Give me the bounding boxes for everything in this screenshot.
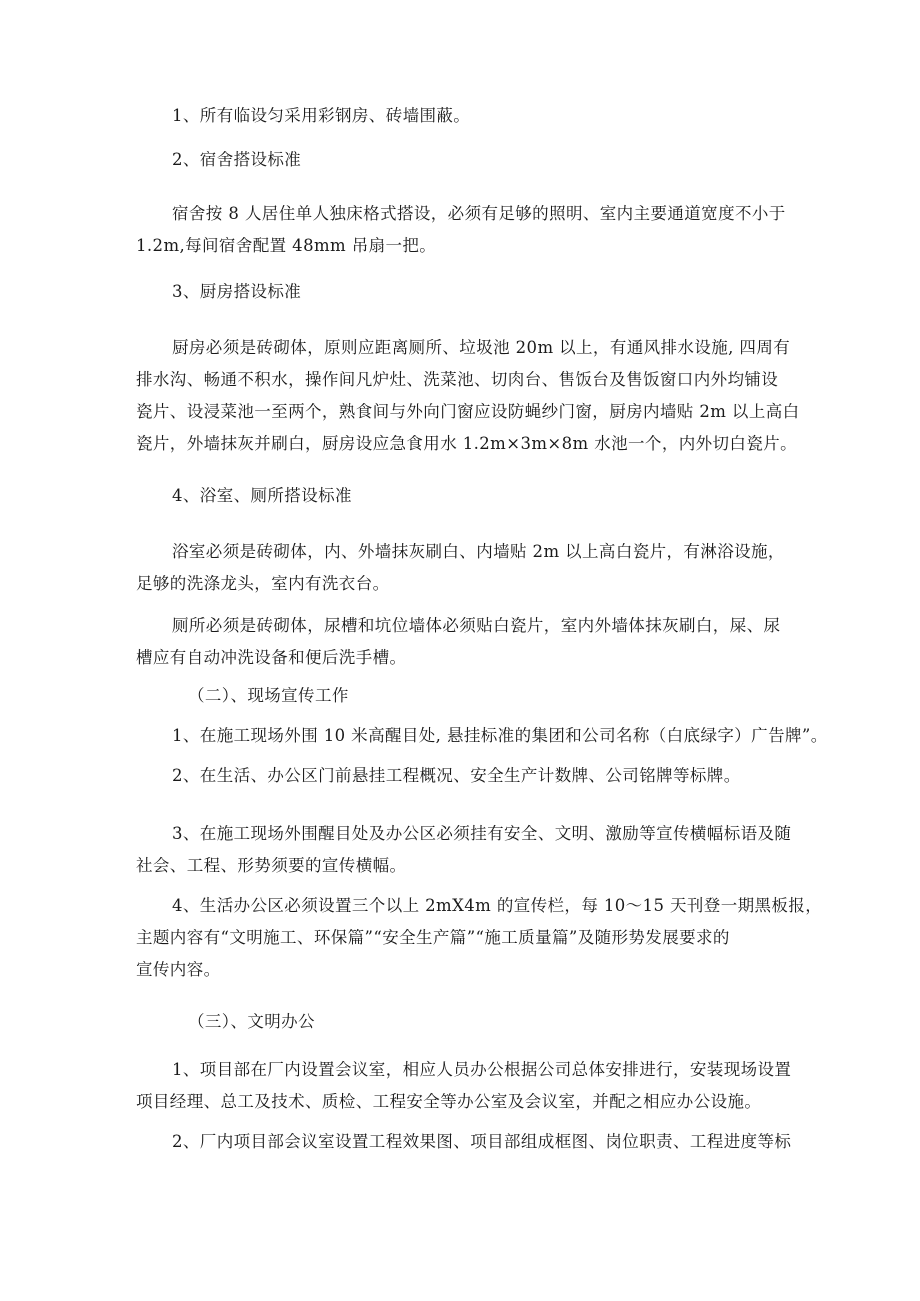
section-heading-civilized-office (136, 1006, 796, 1038)
text-line: 瓷片、设浸菜池一至两个，熟食间与外向门窗应设防蝇纱门窗，厨房内墙贴 2m 以上高白 (136, 402, 800, 421)
text-line: 4、浴室、厕所搭设标准 (172, 486, 352, 505)
text-line: 1.2m,每间宿舍配置 48mm 吊扇一把。 (136, 236, 437, 255)
text-line: 排水沟、畅通不积水，操作间凡炉灶、洗菜池、切肉台、售饭台及售饭窗口内外均铺设 (136, 370, 779, 389)
text-line: 2、厂内项目部会议室设置工程效果图、项目部组成框图、岗位职责、工程进度等标 (172, 1132, 792, 1151)
text-line: 1、所有临设匀采用彩钢房、砖墙围蔽。 (172, 106, 471, 125)
paragraph-publicity-3 (136, 818, 796, 882)
text-line: 1、在施工现场外围 10 米高醒目处, 悬挂标准的集团和公司名称（白底绿字）广告牌”。 (172, 726, 828, 745)
text-line: 3、厨房搭设标准 (172, 282, 302, 301)
text-line: 浴室必须是砖砌体，内、外墙抹灰刷白、内墙贴 2m 以上高白瓷片，有淋浴设施， (172, 542, 785, 561)
heading-dormitory-standard (136, 144, 796, 176)
text-line: 2、宿舍搭设标准 (172, 150, 302, 169)
text-line: 主题内容有“文明施工、环保篇”“安全生产篇”“施工质量篇”及随形势发展要求的 (136, 928, 730, 947)
paragraph-publicity-4 (136, 890, 823, 986)
section-heading-publicity (136, 680, 796, 712)
paragraph-1 (136, 100, 796, 132)
text-line: 2、在生活、办公区门前悬挂工程概况、安全生产计数牌、公司铭牌等标牌。 (172, 766, 741, 785)
text-line: 项目经理、总工及技术、质检、工程安全等办公室及会议室，并配之相应办公设施。 (136, 1092, 762, 1111)
paragraph-office-1 (136, 1054, 796, 1118)
text-line: （二）、现场宣传工作 (188, 686, 349, 705)
heading-bathroom-toilet-standard (136, 480, 796, 512)
paragraph-dormitory (136, 198, 796, 262)
text-line: 社会、工程、形势须要的宣传横幅。 (136, 856, 407, 875)
heading-kitchen-standard (136, 276, 796, 308)
paragraph-office-2 (136, 1126, 796, 1158)
text-line: 厕所必须是砖砌体，尿槽和坑位墙体必须贴白瓷片，室内外墙体抹灰刷白，屎、尿 (172, 616, 781, 635)
text-line: 1、项目部在厂内设置会议室，相应人员办公根据公司总体安排进行，安装现场设置 (172, 1060, 792, 1079)
text-line: 4、生活办公区必须设置三个以上 2mX4m 的宣传栏，每 10～15 天刊登一期黑板报， (172, 896, 823, 915)
text-line: （三）、文明办公 (188, 1012, 315, 1031)
text-line: 足够的洗涤龙头，室内有洗衣台。 (136, 574, 390, 593)
text-line: 槽应有自动冲洗设备和便后洗手槽。 (136, 648, 407, 667)
text-line: 瓷片，外墙抹灰并刷白，厨房设应急食用水 1.2m×3m×8m 水池一个，内外切白瓷片。 (136, 434, 798, 453)
text-line: 宿舍按 8 人居住单人独床格式搭设，必须有足够的照明、室内主要通道宽度不小于 (172, 204, 786, 223)
text-line: 宣传内容。 (136, 960, 221, 979)
paragraph-toilet (136, 610, 796, 674)
paragraph-publicity-2 (136, 760, 796, 792)
paragraph-kitchen (136, 332, 800, 460)
text-line: 3、在施工现场外围醒目处及办公区必须挂有安全、文明、激励等宣传横幅标语及随 (172, 824, 792, 843)
text-line: 厨房必须是砖砌体，原则应距离厕所、垃圾池 20m 以上，有通风排水设施, 四周有 (172, 338, 791, 357)
paragraph-publicity-1 (136, 720, 828, 752)
paragraph-bathroom (136, 536, 796, 600)
